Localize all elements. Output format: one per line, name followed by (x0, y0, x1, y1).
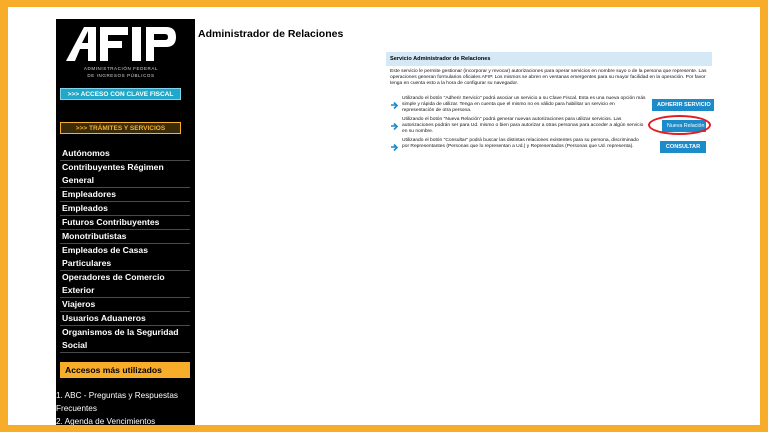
afip-logo-mark (62, 23, 180, 63)
sidebar-item-monotributistas[interactable]: Monotributistas (60, 230, 190, 244)
consultar-button[interactable]: CONSULTAR (660, 141, 706, 153)
accesos-list (56, 389, 192, 425)
arrow-right-icon (390, 143, 399, 152)
logo-line-1: ADMINISTRACIÓN FEDERAL (83, 66, 159, 71)
relaciones-panel (386, 52, 712, 160)
sidebar-item-operadores-comercio-exterior[interactable]: Operadores de Comercio Exterior (60, 271, 190, 298)
sidebar-item-empleados[interactable]: Empleados (60, 202, 190, 216)
acceso-item-abc[interactable]: 1. ABC - Preguntas y Respuestas Frecuentes (56, 391, 178, 413)
clave-fiscal-button[interactable]: >>> ACCESO CON CLAVE FISCAL (60, 88, 181, 100)
sidebar (56, 19, 195, 425)
nueva-relacion-button[interactable]: Nueva Relación (662, 120, 706, 132)
option-row-consultar (390, 138, 708, 158)
sidebar-item-usuarios-aduaneros[interactable]: Usuarios Aduaneros (60, 312, 190, 326)
logo-line-2: DE INGRESOS PÚBLICOS (87, 73, 155, 78)
sidebar-item-futuros-contribuyentes[interactable]: Futuros Contribuyentes (60, 216, 190, 230)
option-text-consultar: Utilizando el botón "Consultar" podrá buscar las distintas relaciones existentes para su persona, discriminado por Representantes (Personas que lo representan a Ud.) y Representados (Personas que Ud. representa). (402, 138, 639, 149)
sidebar-item-contribuyentes-regimen-general[interactable]: Contribuyentes Régimen General (60, 161, 190, 188)
panel-header: Servicio Administrador de Relaciones (386, 52, 712, 66)
page (8, 7, 760, 425)
sidebar-menu (60, 147, 190, 353)
acceso-item-agenda[interactable]: 2. Agenda de Vencimientos (56, 417, 156, 425)
page-title: Administrador de Relaciones (198, 28, 344, 40)
sidebar-item-organismos-seguridad-social[interactable]: Organismos de la Seguridad Social (60, 326, 190, 353)
option-row-adherir (390, 96, 711, 116)
sidebar-item-autonomos[interactable]: Autónomos (60, 147, 190, 161)
afip-logo[interactable] (62, 23, 180, 81)
accesos-title: Accesos más utilizados (60, 362, 190, 378)
adherir-servicio-button[interactable]: ADHERIR SERVICIO (652, 99, 714, 111)
option-text-adherir: Utilizando el botón "Adherir Servicio" podrá asociar un servicio a su Clave Fiscal. Esta es una nueva opción más simple y rápida de utilizar. Tenga en cuenta que el mismo no es válido para habilitar un servicio en representación de otra persona. (402, 96, 646, 113)
arrow-right-icon (390, 122, 399, 131)
option-text-nueva-relacion: Utilizando el botón "Nueva Relación" podrá generar nuevas autorizaciones para utilizar servicios. Las autorizaciones podrán ser para Ud. mismo o bien para autorizar a otras personas para acceder a algún servicio en su nombre. (402, 117, 644, 134)
arrow-right-icon (390, 101, 399, 110)
highlight-ring (648, 115, 711, 135)
sidebar-item-viajeros[interactable]: Viajeros (60, 298, 190, 312)
tramites-servicios-button[interactable]: >>> TRÁMITES Y SERVICIOS (60, 122, 181, 134)
sidebar-item-empleadores[interactable]: Empleadores (60, 188, 190, 202)
panel-intro: Este servicio le permite gestionar (incorporar y revocar) autorizaciones para operar servicios en nombre suyo o de la persona que represente. Las operaciones generan formularios oficiales AFIP. Los mismos se abren en ventanas emergentes para su mayor facilidad en la operación. Por favor tenga en cuenta esto a la hora de configurar su navegador. (390, 69, 707, 86)
sidebar-item-empleados-casas-particulares[interactable]: Empleados de Casas Particulares (60, 244, 190, 271)
